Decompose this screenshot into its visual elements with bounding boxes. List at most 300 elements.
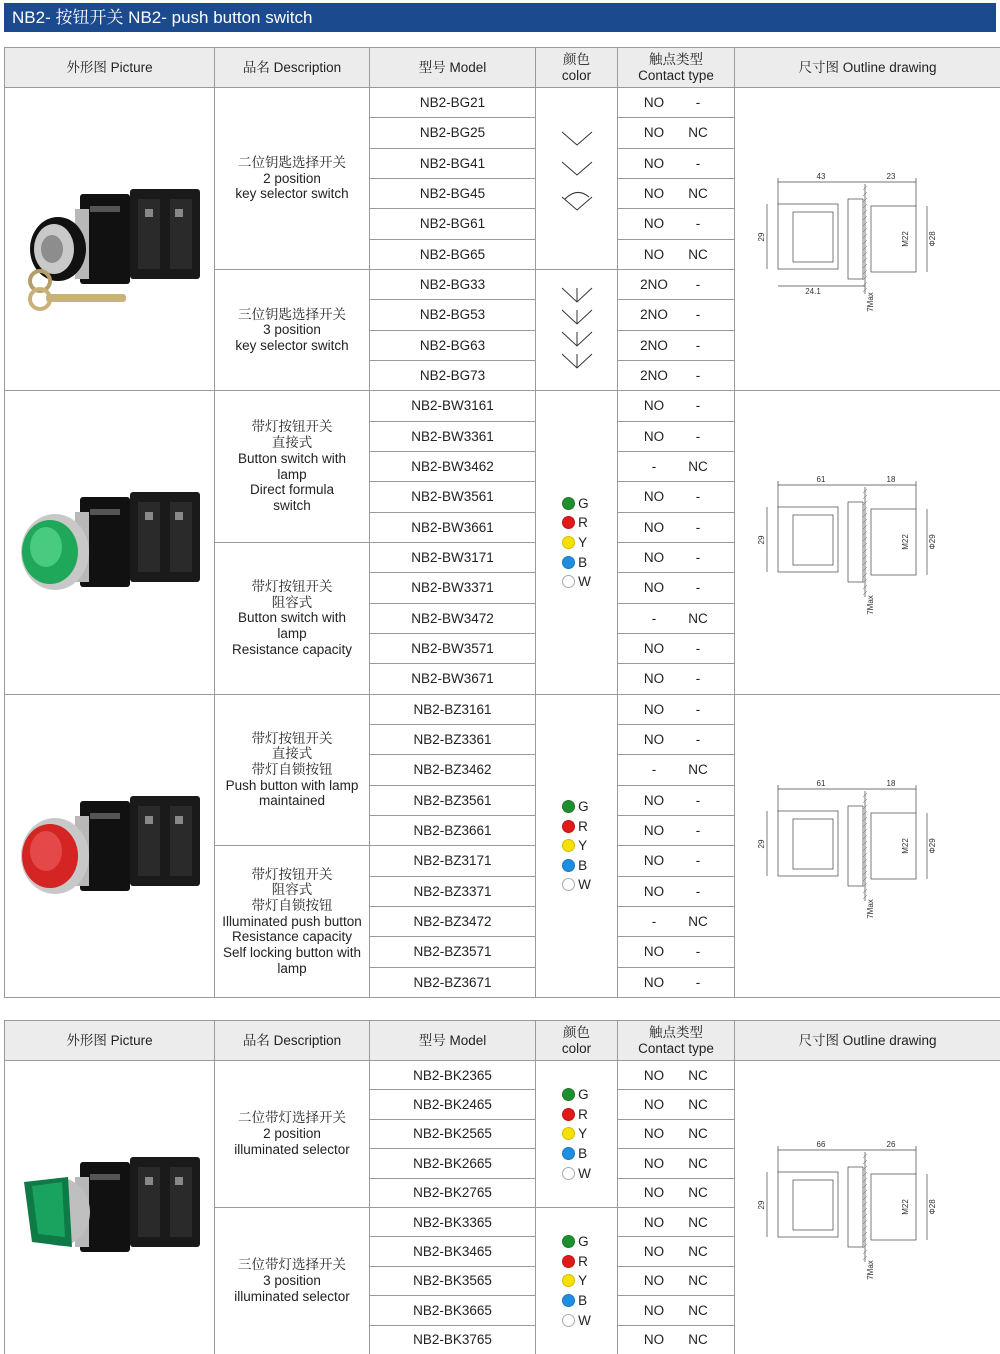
- key-outline-drawing: [753, 164, 983, 314]
- model-number: NB2-BK3365: [370, 1207, 536, 1236]
- color-option: [562, 572, 591, 592]
- model-number: NB2-BW3671: [370, 664, 536, 694]
- description-line: illuminated selector: [234, 1288, 350, 1304]
- contact-primary: NO: [643, 823, 665, 839]
- contact-secondary: NC: [688, 246, 708, 262]
- contact-primary: 2NO: [640, 337, 668, 353]
- contact-secondary: -: [695, 368, 701, 384]
- outline-drawing: [735, 1061, 1000, 1354]
- color-dot: [562, 1167, 575, 1180]
- table-row: [5, 88, 1000, 118]
- dim-thread: M22: [900, 1199, 910, 1216]
- color-dot: [562, 859, 575, 872]
- description-line: lamp: [277, 960, 307, 976]
- contact-secondary: -: [695, 944, 701, 960]
- description-line: 2 position: [263, 170, 321, 186]
- contact-primary: 2NO: [640, 277, 668, 293]
- color-option: [562, 836, 591, 856]
- contact-primary: NO: [643, 974, 665, 990]
- contact-primary: NO: [643, 1244, 665, 1260]
- key-product-photo: [10, 154, 210, 324]
- contact-type: [618, 178, 735, 208]
- contact-type: [618, 1207, 735, 1236]
- description-line: Button switch with: [237, 450, 347, 466]
- key-position-icon: [557, 127, 597, 227]
- header-outline-drawing: 尺寸图 Outline drawing: [735, 48, 1000, 88]
- model-number: NB2-BZ3472: [370, 906, 536, 936]
- color-dot: [562, 1274, 575, 1287]
- description-line: Push button with lamp: [225, 777, 359, 793]
- contact-primary: NO: [643, 1185, 665, 1201]
- description-line: 带灯按钮开关: [251, 730, 333, 746]
- color-option: [562, 797, 591, 817]
- contact-primary: NO: [643, 550, 665, 566]
- header-color: 颜色 color: [536, 48, 618, 88]
- product-description: [215, 542, 370, 694]
- lamp1-outline-drawing: [753, 467, 983, 617]
- model-number: NB2-BG63: [370, 330, 536, 360]
- contact-secondary: NC: [688, 762, 708, 778]
- color-dot: [562, 839, 575, 852]
- contact-type: [618, 815, 735, 845]
- color-label: Y: [578, 1126, 588, 1142]
- contact-secondary: NC: [688, 1332, 708, 1348]
- model-number: NB2-BZ3661: [370, 815, 536, 845]
- dim-thread: M22: [900, 837, 910, 854]
- contact-primary: NO: [643, 944, 665, 960]
- contact-primary: NO: [643, 519, 665, 535]
- model-number: NB2-BG21: [370, 88, 536, 118]
- contact-primary: NO: [643, 1155, 665, 1171]
- contact-type: [618, 88, 735, 118]
- contact-secondary: -: [695, 792, 701, 808]
- product-description: [215, 846, 370, 998]
- model-number: NB2-BK3465: [370, 1237, 536, 1266]
- description-line: 阻容式: [271, 882, 313, 898]
- contact-primary: NO: [643, 792, 665, 808]
- product-description: [215, 694, 370, 846]
- color-label: R: [578, 1253, 588, 1269]
- color-cell: [536, 391, 618, 694]
- header-description: 品名 Description: [215, 48, 370, 88]
- color-label: Y: [578, 1273, 588, 1289]
- dim-length: 43: [816, 172, 825, 182]
- contact-primary: NO: [643, 216, 665, 232]
- model-number: NB2-BW3161: [370, 391, 536, 421]
- product-picture: [5, 88, 215, 391]
- product-picture: [5, 694, 215, 997]
- contact-secondary: -: [695, 155, 701, 171]
- description-line: 带灯按钮开关: [251, 419, 333, 435]
- header-picture: 外形图 Picture: [5, 48, 215, 88]
- color-label: B: [578, 554, 588, 570]
- selector-outline-drawing: [753, 1132, 983, 1282]
- dim-panel-max: 7Max: [865, 1260, 875, 1281]
- color-dot: [562, 536, 575, 549]
- table-header-row: [5, 1021, 1000, 1061]
- description-line: 3 position: [263, 1273, 321, 1289]
- contact-type: [618, 300, 735, 330]
- color-dot: [562, 1147, 575, 1160]
- model-number: NB2-BK3765: [370, 1325, 536, 1354]
- model-number: NB2-BK2365: [370, 1061, 536, 1090]
- header-model: 型号 Model: [370, 1021, 536, 1061]
- contact-primary: NO: [643, 1214, 665, 1230]
- contact-type: [618, 937, 735, 967]
- contact-primary: NO: [643, 1273, 665, 1289]
- color-label: G: [578, 1234, 589, 1250]
- contact-secondary: -: [695, 550, 701, 566]
- description-line: 带灯自锁按钮: [251, 762, 333, 778]
- model-number: NB2-BK2465: [370, 1090, 536, 1119]
- contact-secondary: -: [695, 428, 701, 444]
- color-options: [562, 493, 591, 591]
- contact-secondary: -: [695, 519, 701, 535]
- product-description: [215, 269, 370, 390]
- outline-drawing: [735, 391, 1000, 694]
- dim-length: 61: [816, 778, 825, 788]
- color-dot: [562, 1314, 575, 1327]
- contact-type: [618, 906, 735, 936]
- spec-table-1: [4, 47, 1000, 998]
- color-option: [562, 1232, 591, 1252]
- description-line: Self locking button with: [222, 945, 362, 961]
- color-dot: [562, 1127, 575, 1140]
- color-label: W: [578, 877, 591, 893]
- contact-primary: NO: [643, 883, 665, 899]
- description-line: 直接式: [271, 435, 313, 451]
- contact-type: [618, 846, 735, 876]
- contact-secondary: -: [695, 732, 701, 748]
- contact-secondary: NC: [688, 1302, 708, 1318]
- model-number: NB2-BK3565: [370, 1266, 536, 1295]
- color-label: B: [578, 1146, 588, 1162]
- model-number: NB2-BZ3462: [370, 755, 536, 785]
- contact-type: [618, 360, 735, 390]
- color-option: [562, 513, 591, 533]
- contact-secondary: -: [695, 277, 701, 293]
- table-row: [5, 391, 1000, 421]
- model-number: NB2-BZ3671: [370, 967, 536, 997]
- dim-panel-max: 7Max: [865, 292, 875, 312]
- color-dot: [562, 1294, 575, 1307]
- color-dot: [562, 1255, 575, 1268]
- model-number: NB2-BW3661: [370, 512, 536, 542]
- description-line: Illuminated push button: [222, 913, 362, 929]
- contact-type: [618, 1178, 735, 1207]
- description-line: 二位带灯选择开关: [238, 1110, 346, 1126]
- color-option: [562, 552, 591, 572]
- header-color: 颜色 color: [536, 1021, 618, 1061]
- description-line: Resistance capacity: [231, 929, 353, 945]
- contact-secondary: -: [695, 641, 701, 657]
- contact-type: [618, 1325, 735, 1354]
- product-description: [215, 88, 370, 270]
- dim-height: 29: [756, 535, 766, 545]
- outline-drawing: [735, 694, 1000, 997]
- contact-secondary: -: [695, 701, 701, 717]
- dim-panel-max: 7Max: [865, 595, 875, 616]
- dim-panel-max: 7Max: [865, 898, 875, 919]
- contact-type: [618, 1296, 735, 1325]
- red-product-photo: [10, 761, 210, 931]
- contact-type: [618, 1237, 735, 1266]
- color-option: [562, 1144, 591, 1164]
- contact-type: [618, 967, 735, 997]
- dim-diameter: Φ28: [927, 231, 937, 247]
- contact-secondary: -: [695, 307, 701, 323]
- color-options: [562, 1085, 591, 1183]
- contact-primary: NO: [643, 155, 665, 171]
- color-dot: [562, 1235, 575, 1248]
- contact-secondary: -: [695, 823, 701, 839]
- contact-primary: NO: [643, 246, 665, 262]
- description-line: key selector switch: [235, 186, 349, 202]
- color-dot: [562, 1108, 575, 1121]
- color-option: [562, 875, 591, 895]
- contact-secondary: NC: [688, 1273, 708, 1289]
- color-option: [562, 1291, 591, 1311]
- model-number: NB2-BG45: [370, 178, 536, 208]
- contact-secondary: NC: [688, 1185, 708, 1201]
- contact-type: [618, 1266, 735, 1295]
- dim-length: 61: [816, 475, 825, 485]
- lamp2-outline-drawing: [753, 771, 983, 921]
- contact-primary: NO: [643, 186, 665, 202]
- contact-secondary: -: [695, 216, 701, 232]
- description-line: maintained: [258, 793, 326, 809]
- model-number: NB2-BG73: [370, 360, 536, 390]
- model-number: NB2-BZ3171: [370, 846, 536, 876]
- product-description: [215, 391, 370, 543]
- contact-secondary: NC: [688, 1214, 708, 1230]
- color-option: [562, 1163, 591, 1183]
- description-line: 三位带灯选择开关: [238, 1257, 346, 1273]
- page-title: NB2- 按钮开关 NB2- push button switch: [4, 3, 996, 32]
- description-line: 带灯按钮开关: [251, 578, 333, 594]
- color-option: [562, 1105, 591, 1125]
- color-label: W: [578, 574, 591, 590]
- color-options: [562, 1232, 591, 1330]
- contact-type: [618, 1149, 735, 1178]
- green-product-photo: [10, 457, 210, 627]
- color-option: [562, 1252, 591, 1272]
- description-line: illuminated selector: [234, 1141, 350, 1157]
- color-dot: [562, 497, 575, 510]
- model-number: NB2-BK3665: [370, 1296, 536, 1325]
- header-outline-drawing: 尺寸图 Outline drawing: [735, 1021, 1000, 1061]
- dim-front-length: 18: [886, 778, 895, 788]
- contact-type: [618, 573, 735, 603]
- description-line: Button switch with: [237, 610, 347, 626]
- contact-primary: NO: [643, 1067, 665, 1083]
- contact-primary: NO: [643, 671, 665, 687]
- contact-primary: 2NO: [640, 368, 668, 384]
- contact-type: [618, 421, 735, 451]
- contact-primary: NO: [643, 489, 665, 505]
- color-cell: [536, 88, 618, 270]
- model-number: NB2-BK2765: [370, 1178, 536, 1207]
- color-dot: [562, 556, 575, 569]
- model-number: NB2-BZ3371: [370, 876, 536, 906]
- color-label: G: [578, 1087, 589, 1103]
- contact-primary: NO: [643, 580, 665, 596]
- spec-table-2: [4, 1020, 1000, 1354]
- header-picture: 外形图 Picture: [5, 1021, 215, 1061]
- header-description: 品名 Description: [215, 1021, 370, 1061]
- contact-secondary: -: [695, 974, 701, 990]
- contact-secondary: -: [695, 337, 701, 353]
- color-option: [562, 1310, 591, 1330]
- color-dot: [562, 516, 575, 529]
- model-number: NB2-BG61: [370, 209, 536, 239]
- description-line: 带灯自锁按钮: [251, 897, 333, 913]
- color-label: Y: [578, 534, 588, 550]
- contact-secondary: -: [695, 671, 701, 687]
- color-label: R: [578, 1106, 588, 1122]
- contact-primary: -: [651, 762, 657, 778]
- contact-type: [618, 512, 735, 542]
- dim-front-length: 26: [886, 1140, 895, 1150]
- outline-drawing: [735, 88, 1000, 391]
- contact-secondary: -: [695, 853, 701, 869]
- dim-thread: M22: [900, 231, 910, 247]
- contact-type: [618, 239, 735, 269]
- description-line: 带灯按钮开关: [251, 866, 333, 882]
- contact-primary: NO: [643, 95, 665, 111]
- contact-secondary: NC: [688, 125, 708, 141]
- color-cell: [536, 269, 618, 390]
- description-line: 二位钥匙选择开关: [238, 154, 346, 170]
- color-label: R: [578, 818, 588, 834]
- model-number: NB2-BW3472: [370, 603, 536, 633]
- contact-type: [618, 1090, 735, 1119]
- model-number: NB2-BZ3161: [370, 694, 536, 724]
- model-number: NB2-BZ3561: [370, 785, 536, 815]
- contact-type: [618, 633, 735, 663]
- contact-primary: NO: [643, 701, 665, 717]
- color-option: [562, 816, 591, 836]
- color-option: [562, 1085, 591, 1105]
- color-label: R: [578, 515, 588, 531]
- product-picture: [5, 391, 215, 694]
- contact-type: [618, 269, 735, 299]
- table-row: [5, 694, 1000, 724]
- color-dot: [562, 1088, 575, 1101]
- dim-height: 29: [756, 232, 766, 242]
- dim-depth: 24.1: [804, 287, 821, 297]
- dim-height: 29: [756, 1201, 766, 1210]
- description-line: 三位钥匙选择开关: [238, 306, 346, 322]
- contact-primary: NO: [643, 1332, 665, 1348]
- contact-type: [618, 603, 735, 633]
- contact-secondary: NC: [688, 459, 708, 475]
- key-position-icon: [557, 284, 597, 374]
- contact-primary: NO: [643, 1097, 665, 1113]
- dim-diameter: Φ28: [927, 1199, 937, 1216]
- model-number: NB2-BZ3571: [370, 937, 536, 967]
- header-contact-type: 触点类型 Contact type: [618, 1021, 735, 1061]
- dim-diameter: Φ29: [927, 838, 937, 854]
- color-label: W: [578, 1165, 591, 1181]
- color-label: G: [578, 799, 589, 815]
- contact-primary: -: [651, 610, 657, 626]
- model-number: NB2-BW3371: [370, 573, 536, 603]
- color-dot: [562, 575, 575, 588]
- description-line: Direct formula: [249, 482, 335, 498]
- model-number: NB2-BK2665: [370, 1149, 536, 1178]
- table-row: [5, 1061, 1000, 1090]
- contact-type: [618, 724, 735, 754]
- contact-primary: NO: [643, 398, 665, 414]
- dim-length: 66: [816, 1140, 825, 1150]
- color-dot: [562, 878, 575, 891]
- color-option: [562, 1271, 591, 1291]
- contact-type: [618, 785, 735, 815]
- product-picture: [5, 1061, 215, 1354]
- contact-type: [618, 330, 735, 360]
- contact-type: [618, 664, 735, 694]
- contact-primary: -: [651, 459, 657, 475]
- color-cell: [536, 1207, 618, 1354]
- selector-product-photo: [10, 1122, 210, 1292]
- contact-primary: -: [651, 914, 657, 930]
- dim-diameter: Φ29: [927, 534, 937, 551]
- contact-type: [618, 148, 735, 178]
- color-dot: [562, 800, 575, 813]
- dim-front-length: 18: [886, 475, 895, 485]
- contact-secondary: -: [695, 95, 701, 111]
- color-label: G: [578, 495, 589, 511]
- model-number: NB2-BG33: [370, 269, 536, 299]
- contact-secondary: NC: [688, 1126, 708, 1142]
- contact-secondary: NC: [688, 1244, 708, 1260]
- contact-type: [618, 391, 735, 421]
- contact-primary: NO: [643, 428, 665, 444]
- product-description: [215, 1061, 370, 1208]
- contact-primary: NO: [643, 732, 665, 748]
- model-number: NB2-BG53: [370, 300, 536, 330]
- contact-type: [618, 118, 735, 148]
- description-line: 阻容式: [271, 594, 313, 610]
- header-model: 型号 Model: [370, 48, 536, 88]
- contact-type: [618, 209, 735, 239]
- contact-type: [618, 542, 735, 572]
- product-description: [215, 1207, 370, 1354]
- contact-secondary: NC: [688, 186, 708, 202]
- contact-primary: NO: [643, 1302, 665, 1318]
- description-line: lamp: [277, 466, 307, 482]
- color-option: [562, 493, 591, 513]
- color-cell: [536, 1061, 618, 1208]
- model-number: NB2-BW3561: [370, 482, 536, 512]
- description-line: switch: [273, 498, 311, 513]
- contact-secondary: NC: [688, 610, 708, 626]
- model-number: NB2-BG25: [370, 118, 536, 148]
- color-option: [562, 533, 591, 553]
- model-number: NB2-BW3171: [370, 542, 536, 572]
- color-options: [562, 797, 591, 895]
- contact-primary: 2NO: [640, 307, 668, 323]
- description-line: 2 position: [263, 1126, 321, 1142]
- model-number: NB2-BG65: [370, 239, 536, 269]
- contact-secondary: -: [695, 883, 701, 899]
- model-number: NB2-BZ3361: [370, 724, 536, 754]
- dim-thread: M22: [900, 534, 910, 551]
- color-label: B: [578, 857, 588, 873]
- contact-secondary: NC: [688, 1097, 708, 1113]
- contact-type: [618, 482, 735, 512]
